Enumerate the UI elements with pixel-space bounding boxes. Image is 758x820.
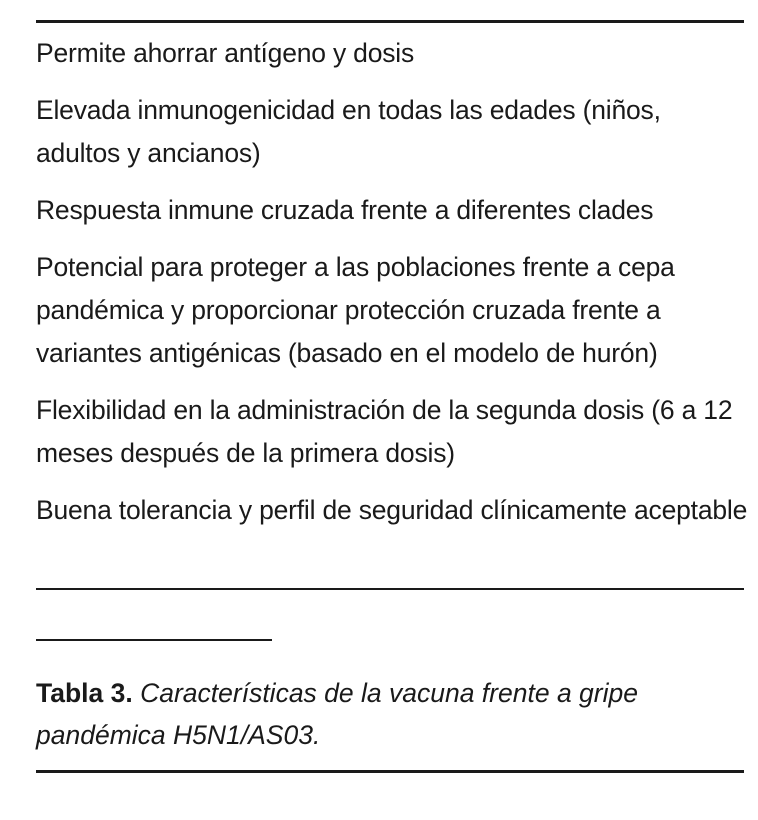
caption-separator-rule xyxy=(36,639,272,641)
table-row: Permite ahorrar antígeno y dosis xyxy=(36,38,415,68)
table-row: Buena tolerancia y perfil de seguridad clínicamente aceptable xyxy=(36,495,748,525)
table-row: Respuesta inmune cruzada frente a diferentes clades xyxy=(36,195,654,225)
caption-text: Características de la vacuna frente a gripe pandémica H5N1/AS03. xyxy=(36,678,638,750)
table-caption xyxy=(36,672,744,756)
caption-label: Tabla 3. xyxy=(36,678,133,708)
table-row: Elevada inmunogenicidad en todas las edades (niños, adultos y ancianos) xyxy=(36,95,661,168)
table-top-rule xyxy=(36,20,744,23)
table-row: Potencial para proteger a las poblaciones frente a cepa pandémica y proporcionar protección cruzada frente a variantes antigénicas (basado en el modelo de hurón) xyxy=(36,252,675,368)
caption-bottom-rule xyxy=(36,770,744,773)
table-row: Flexibilidad en la administración de la segunda dosis (6 a 12 meses después de la primera dosis) xyxy=(36,395,733,468)
table-body xyxy=(36,32,748,546)
table-bottom-rule xyxy=(36,588,744,590)
